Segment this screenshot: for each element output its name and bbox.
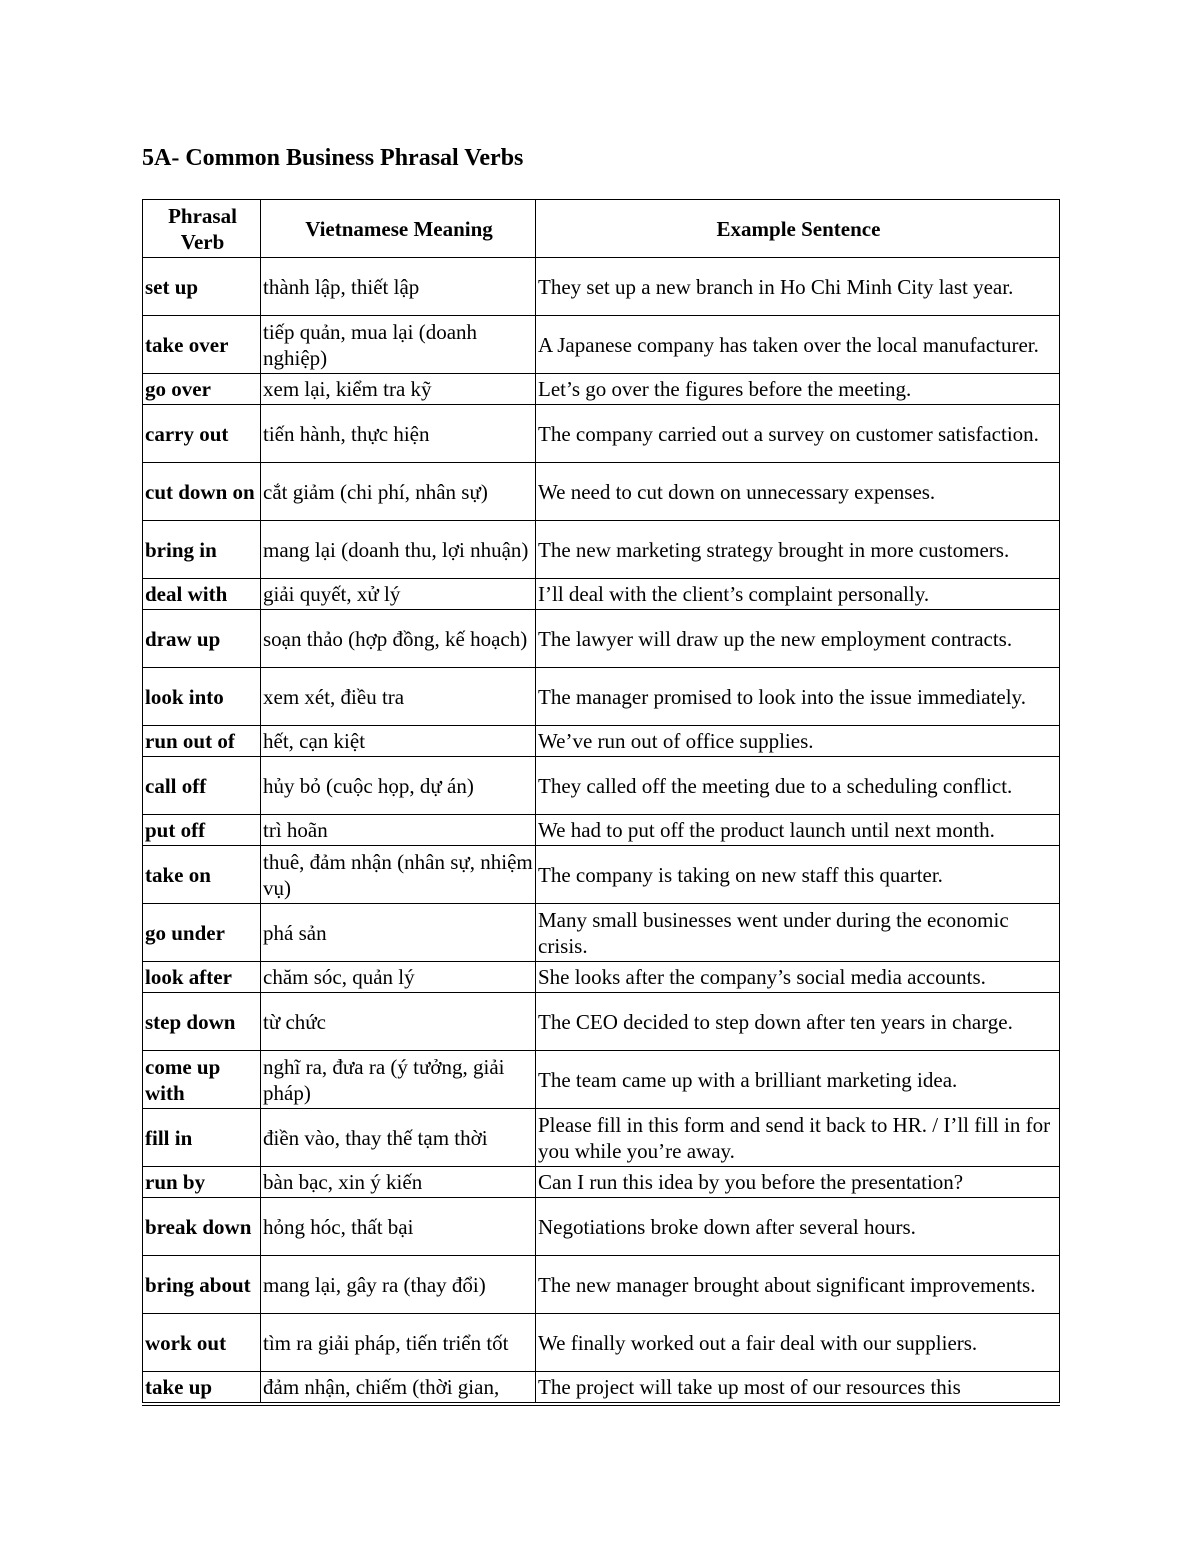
phrasal-verb-cell: step down bbox=[143, 993, 261, 1051]
table-row bbox=[143, 668, 1060, 726]
table-row bbox=[143, 1198, 1060, 1256]
meaning-cell: hủy bỏ (cuộc họp, dự án) bbox=[261, 757, 536, 815]
table-row bbox=[143, 405, 1060, 463]
example-cell: Please fill in this form and send it back to HR. / I’ll fill in for you while you’re away. bbox=[536, 1109, 1060, 1167]
phrasal-verb-cell: deal with bbox=[143, 579, 261, 610]
example-cell: The team came up with a brilliant marketing idea. bbox=[536, 1051, 1060, 1109]
table-row bbox=[143, 258, 1060, 316]
phrasal-verb-cell: run out of bbox=[143, 726, 261, 757]
example-cell: The new manager brought about significant improvements. bbox=[536, 1256, 1060, 1314]
phrasal-verb-cell: take up bbox=[143, 1372, 261, 1403]
example-cell: They set up a new branch in Ho Chi Minh City last year. bbox=[536, 258, 1060, 316]
example-cell: We need to cut down on unnecessary expenses. bbox=[536, 463, 1060, 521]
table-row bbox=[143, 1314, 1060, 1372]
example-cell: The lawyer will draw up the new employment contracts. bbox=[536, 610, 1060, 668]
phrasal-verb-cell: go under bbox=[143, 904, 261, 962]
phrasal-verb-cell: come up with bbox=[143, 1051, 261, 1109]
meaning-cell: thành lập, thiết lập bbox=[261, 258, 536, 316]
meaning-cell: trì hoãn bbox=[261, 815, 536, 846]
example-cell: The CEO decided to step down after ten years in charge. bbox=[536, 993, 1060, 1051]
example-cell: The new marketing strategy brought in more customers. bbox=[536, 521, 1060, 579]
meaning-cell: cắt giảm (chi phí, nhân sự) bbox=[261, 463, 536, 521]
header-phrasal-verb: Phrasal Verb bbox=[143, 200, 261, 258]
meaning-cell: bàn bạc, xin ý kiến bbox=[261, 1167, 536, 1198]
table-row bbox=[143, 1109, 1060, 1167]
example-cell: Many small businesses went under during the economic crisis. bbox=[536, 904, 1060, 962]
table-row bbox=[143, 993, 1060, 1051]
meaning-cell: từ chức bbox=[261, 993, 536, 1051]
example-cell: Can I run this idea by you before the presentation? bbox=[536, 1167, 1060, 1198]
meaning-cell: phá sản bbox=[261, 904, 536, 962]
example-cell: They called off the meeting due to a scheduling conflict. bbox=[536, 757, 1060, 815]
meaning-cell: xem lại, kiểm tra kỹ bbox=[261, 374, 536, 405]
meaning-cell: đảm nhận, chiếm (thời gian, bbox=[261, 1372, 536, 1403]
meaning-cell: thuê, đảm nhận (nhân sự, nhiệm vụ) bbox=[261, 846, 536, 904]
phrasal-verb-cell: bring in bbox=[143, 521, 261, 579]
meaning-cell: tiếp quản, mua lại (doanh nghiệp) bbox=[261, 316, 536, 374]
example-cell: I’ll deal with the client’s complaint personally. bbox=[536, 579, 1060, 610]
table-row bbox=[143, 846, 1060, 904]
table-row bbox=[143, 374, 1060, 405]
phrasal-verb-cell: work out bbox=[143, 1314, 261, 1372]
table-row bbox=[143, 1372, 1060, 1403]
table-row bbox=[143, 521, 1060, 579]
phrasal-verb-cell: call off bbox=[143, 757, 261, 815]
meaning-cell: giải quyết, xử lý bbox=[261, 579, 536, 610]
meaning-cell: soạn thảo (hợp đồng, kế hoạch) bbox=[261, 610, 536, 668]
phrasal-verbs-table-wrapper bbox=[142, 199, 1060, 1406]
example-cell: She looks after the company’s social media accounts. bbox=[536, 962, 1060, 993]
table-row bbox=[143, 610, 1060, 668]
meaning-cell: nghĩ ra, đưa ra (ý tưởng, giải pháp) bbox=[261, 1051, 536, 1109]
table-row bbox=[143, 726, 1060, 757]
meaning-cell: tiến hành, thực hiện bbox=[261, 405, 536, 463]
table-row bbox=[143, 1256, 1060, 1314]
meaning-cell: hỏng hóc, thất bại bbox=[261, 1198, 536, 1256]
example-cell: Negotiations broke down after several hours. bbox=[536, 1198, 1060, 1256]
example-cell: The company carried out a survey on customer satisfaction. bbox=[536, 405, 1060, 463]
header-example-sentence: Example Sentence bbox=[536, 200, 1060, 258]
phrasal-verb-cell: take over bbox=[143, 316, 261, 374]
table-row bbox=[143, 316, 1060, 374]
table-header-row bbox=[143, 200, 1060, 258]
phrasal-verb-cell: run by bbox=[143, 1167, 261, 1198]
example-cell: Let’s go over the figures before the meeting. bbox=[536, 374, 1060, 405]
phrasal-verb-cell: fill in bbox=[143, 1109, 261, 1167]
table-row bbox=[143, 1167, 1060, 1198]
meaning-cell: mang lại, gây ra (thay đổi) bbox=[261, 1256, 536, 1314]
example-cell: The company is taking on new staff this quarter. bbox=[536, 846, 1060, 904]
phrasal-verb-cell: set up bbox=[143, 258, 261, 316]
phrasal-verb-cell: look after bbox=[143, 962, 261, 993]
meaning-cell: mang lại (doanh thu, lợi nhuận) bbox=[261, 521, 536, 579]
phrasal-verb-cell: bring about bbox=[143, 1256, 261, 1314]
example-cell: We had to put off the product launch until next month. bbox=[536, 815, 1060, 846]
phrasal-verb-cell: carry out bbox=[143, 405, 261, 463]
meaning-cell: chăm sóc, quản lý bbox=[261, 962, 536, 993]
phrasal-verb-cell: draw up bbox=[143, 610, 261, 668]
header-vietnamese-meaning: Vietnamese Meaning bbox=[261, 200, 536, 258]
table-row bbox=[143, 904, 1060, 962]
phrasal-verbs-table bbox=[142, 199, 1060, 1403]
phrasal-verb-cell: go over bbox=[143, 374, 261, 405]
table-row bbox=[143, 463, 1060, 521]
phrasal-verb-cell: cut down on bbox=[143, 463, 261, 521]
meaning-cell: hết, cạn kiệt bbox=[261, 726, 536, 757]
table-row bbox=[143, 1051, 1060, 1109]
phrasal-verb-cell: look into bbox=[143, 668, 261, 726]
table-row bbox=[143, 962, 1060, 993]
table-row bbox=[143, 579, 1060, 610]
table-row bbox=[143, 757, 1060, 815]
example-cell: We’ve run out of office supplies. bbox=[536, 726, 1060, 757]
phrasal-verb-cell: break down bbox=[143, 1198, 261, 1256]
example-cell: The manager promised to look into the issue immediately. bbox=[536, 668, 1060, 726]
phrasal-verb-cell: take on bbox=[143, 846, 261, 904]
phrasal-verb-cell: put off bbox=[143, 815, 261, 846]
example-cell: The project will take up most of our resources this bbox=[536, 1372, 1060, 1403]
meaning-cell: xem xét, điều tra bbox=[261, 668, 536, 726]
meaning-cell: điền vào, thay thế tạm thời bbox=[261, 1109, 536, 1167]
page-title: 5A- Common Business Phrasal Verbs bbox=[142, 145, 524, 171]
meaning-cell: tìm ra giải pháp, tiến triển tốt bbox=[261, 1314, 536, 1372]
example-cell: We finally worked out a fair deal with our suppliers. bbox=[536, 1314, 1060, 1372]
example-cell: A Japanese company has taken over the local manufacturer. bbox=[536, 316, 1060, 374]
table-row bbox=[143, 815, 1060, 846]
